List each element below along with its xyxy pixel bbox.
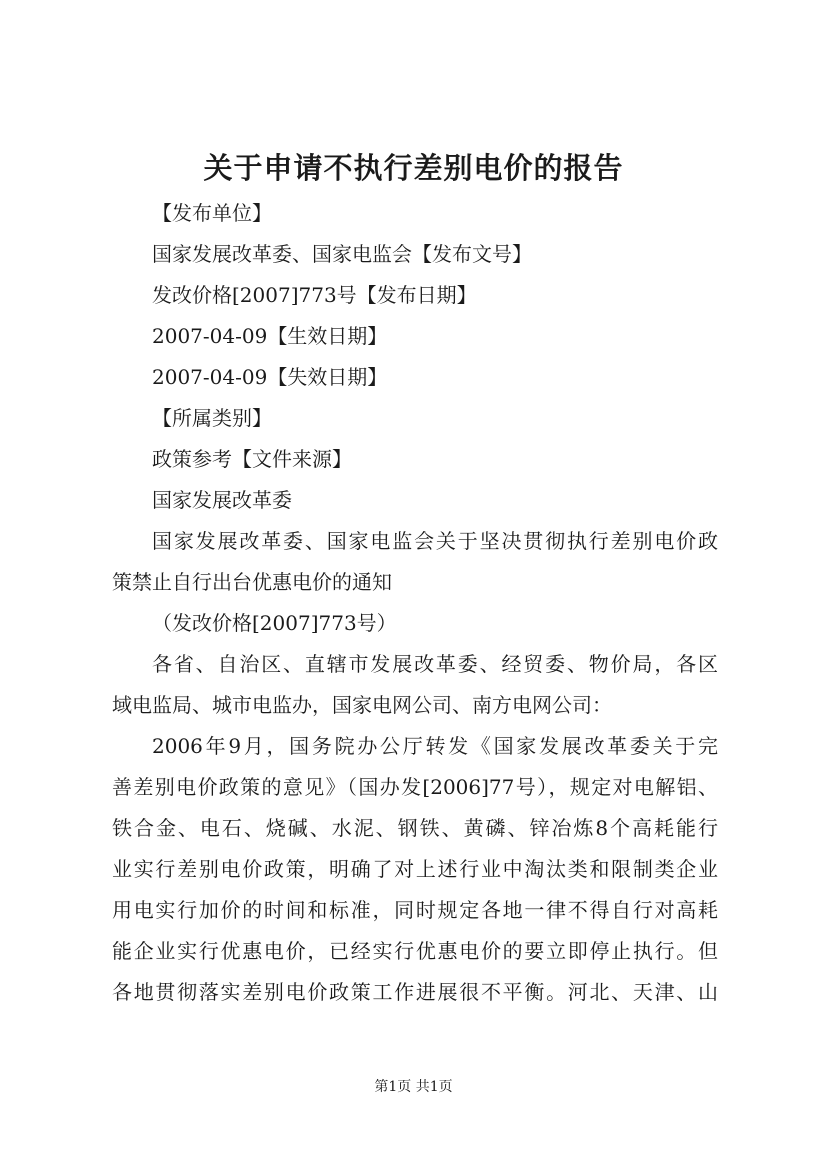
document-line: 2007-04-09【生效日期】 (152, 324, 388, 348)
document-line: （发改价格[2007]773号） (152, 611, 397, 635)
document-line: 2006年9月，国务院办公厅转发《国家发展改革委关于完 (152, 734, 718, 758)
document-line: 政策参考【文件来源】 (152, 447, 352, 471)
document-line: 用电实行加价的时间和标准，同时规定各地一律不得自行对高耗 (112, 898, 718, 922)
page-footer: 第1页 共1页 (374, 1079, 453, 1095)
document-line: 国家发展改革委、国家电监会关于坚决贯彻执行差别电价政 (152, 529, 718, 553)
document-line: 善差别电价政策的意见》（国办发[2006]77号），规定对电解铝、 (112, 775, 718, 799)
document-body (112, 193, 718, 1013)
document-line: 2007-04-09【失效日期】 (152, 365, 388, 389)
document-line: 【所属类别】 (152, 406, 272, 430)
document-line: 发改价格[2007]773号【发布日期】 (152, 283, 477, 307)
document-line: 域电监局、城市电监办，国家电网公司、南方电网公司： (112, 693, 612, 717)
document-title: 关于申请不执行差别电价的报告 (203, 151, 624, 185)
document-line: 【发布单位】 (152, 201, 272, 225)
document-line: 能企业实行优惠电价，已经实行优惠电价的要立即停止执行。但 (112, 939, 718, 963)
document-line: 策禁止自行出台优惠电价的通知 (112, 570, 392, 594)
document-line: 国家发展改革委、国家电监会【发布文号】 (152, 242, 532, 266)
document-line: 各省、自治区、直辖市发展改革委、经贸委、物价局，各区 (152, 652, 718, 676)
document-line: 业实行差别电价政策，明确了对上述行业中淘汰类和限制类企业 (112, 857, 718, 881)
document-line: 各地贯彻落实差别电价政策工作进展很不平衡。河北、天津、山 (112, 980, 718, 1004)
document-line: 国家发展改革委 (152, 488, 292, 512)
document-line: 铁合金、电石、烧碱、水泥、钢铁、黄磷、锌冶炼8个高耗能行 (112, 816, 718, 840)
